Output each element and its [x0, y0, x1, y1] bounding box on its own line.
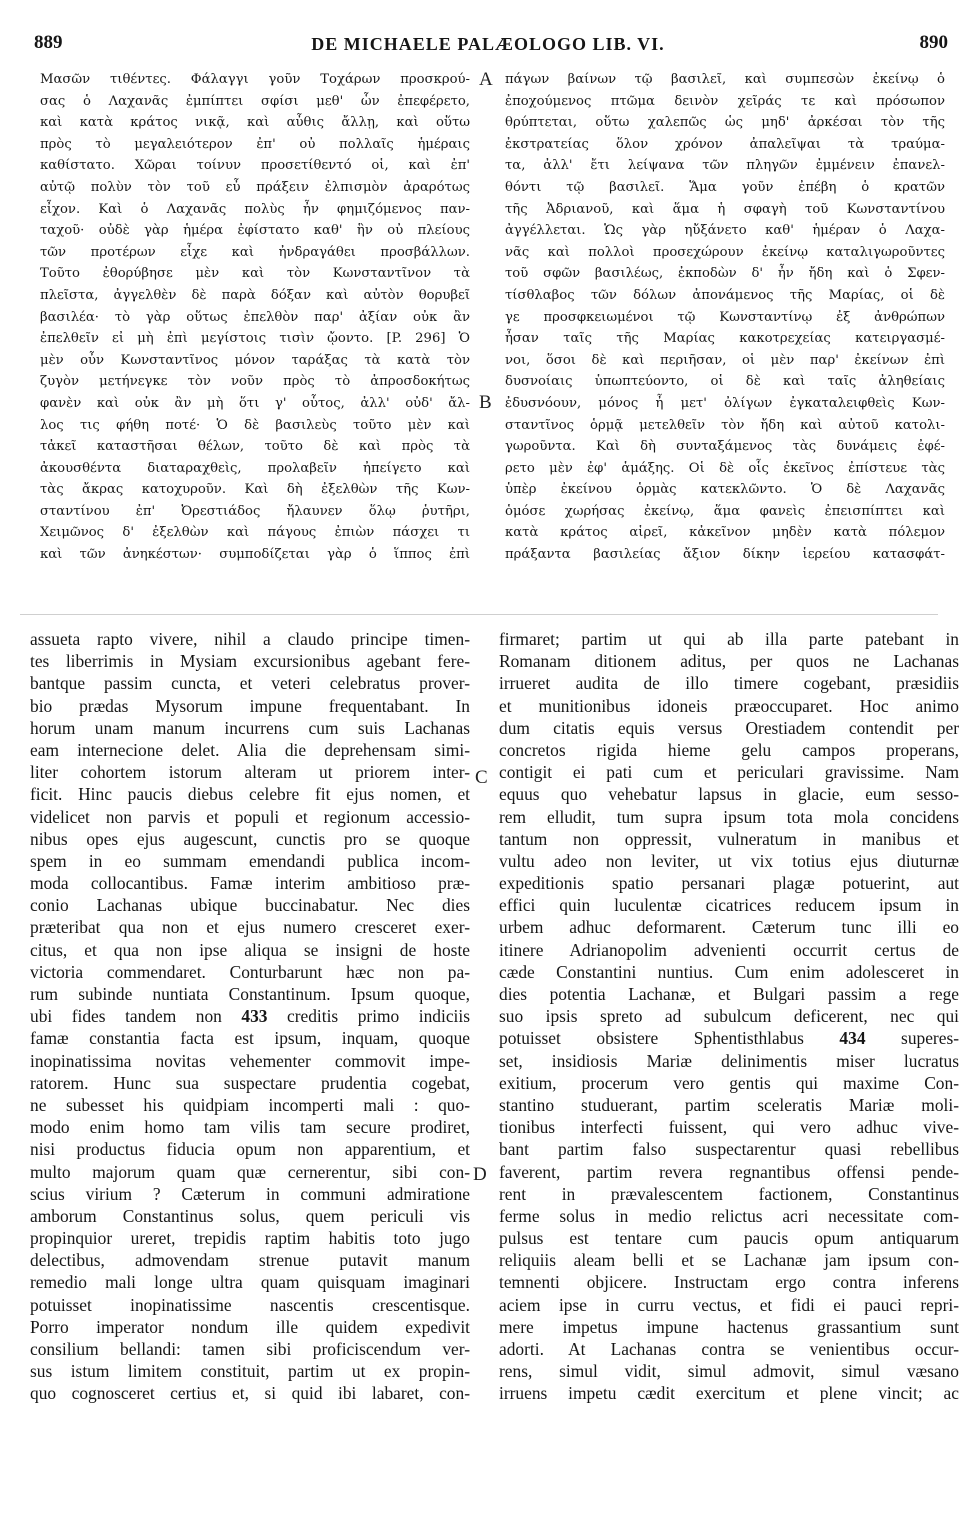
latin-text-line: famæ constantia facta est ipsum, inquam, quoque: [30, 1028, 470, 1049]
greek-text-line: γωροῦντα. Καὶ δὴ συνταξάμενος τὰς δυνάμεις ἐφέ-: [505, 439, 945, 455]
margin-letter-c: C: [475, 767, 488, 788]
latin-text-line: temnenti objicere. Instructam ergo contra inferens: [499, 1272, 959, 1293]
latin-text-line: stantino studuerant, partim sceleratis Mariæ moli-: [499, 1094, 959, 1115]
page-header: [28, 32, 948, 62]
latin-text-line: suo ipsis spreto ad subulcum deficerent, nec qui: [499, 1006, 959, 1027]
greek-text-line: θόντι τῷ βασιλεῖ. Ἅμα γοῦν ἐπέβη ὁ κρατῶν: [505, 179, 945, 195]
page-number-left: 889: [34, 32, 63, 53]
greek-text-line: τἀκεῖ καταστῆσαι θέλων, τοῦτο δὲ καὶ πρὸς τὰ: [40, 439, 470, 455]
greek-text-line: ἀγγέλλεται. Ὡς γὰρ ηὔξάνετο καθ' ἡμέραν ὁ Λαχα-: [505, 223, 945, 239]
latin-text-line: potuisset obsistere Sphentisthlabus 434 superes-: [499, 1028, 959, 1049]
latin-text-line: equus quo vehebatur lapsus in glacie, eum sesso-: [499, 784, 959, 805]
latin-text-line: multo majorum quam quæ cernerentur, sibi con-: [30, 1161, 470, 1182]
latin-text-line: dies potentia Lachanæ, et Bulgari passim a rege: [499, 984, 959, 1004]
latin-column-right: [499, 628, 959, 1405]
latin-text-line: sus istum limitem constituit, partim ut ex propin-: [30, 1361, 470, 1382]
latin-text-line: rens, simul vidit, simul admovit, simul væsano: [499, 1361, 959, 1382]
greek-text-line: φανὲν καὶ οὐκ ἂν μὴ ὅτι γ' οὗτος, ἀλλ' οὐδ' ἄλ-: [40, 395, 470, 411]
greek-text-line: ἐδυσνόουν, μόνος ἦ μετ' ὀλίγων ἐγκαταλειφθεὶς Κων-: [505, 395, 945, 411]
reference-tail: creditis primo indiciis: [267, 1006, 470, 1027]
latin-text-line: Porro imperator nondum ille quidem expedivit: [30, 1316, 470, 1337]
latin-text-line: concretos rigida hieme gelu campos properans,: [499, 739, 959, 760]
greek-text-line: μὲν οὖν Κωνσταντῖνος μόνον ταράξας τὰ κατὰ τὸν: [40, 352, 470, 368]
reference-tail: superes-: [865, 1028, 959, 1049]
greek-text-line: γε προσφκειωμένοι τῷ Κωνσταντίνῳ ἐξ ἀνθρώπων: [505, 309, 945, 325]
greek-text-line: τίσθλαβος τῶν δόλων ἀπονάμενος τῆς Μαρίας, οἱ δὲ: [505, 287, 945, 303]
greek-text-line: αὐτῷ πολὺν τὸν τοῦ εὖ πράξειν ἐλπισμὸν ἀραρότως: [40, 179, 470, 195]
greek-text-line: Χειμῶνος δ' ἐξελθὼν καὶ πάγους ἐπιὼν πάσχει τι: [40, 525, 470, 541]
greek-text-line: ζυγὸν μετήνεγκε τὸν νοῦν πρὸς τὸ ἀπροσδοκήτως: [40, 374, 470, 390]
reference-number: 434: [839, 1028, 866, 1049]
latin-text-line: pulsus est tentare cum paucis opum antiquarum: [499, 1228, 959, 1249]
greek-text-line: τῶν προτέρων εἶχε καὶ ἠνδραγάθει προσβάλλων.: [40, 244, 470, 260]
greek-text-line: τοῦ σφῶν βασιλέως, ἐκποδὼν δ' ἦν ἤδη καὶ ὁ Σφεν-: [505, 266, 945, 282]
margin-letter-a: A: [479, 69, 493, 90]
latin-text-line: aciem ipse in curru vectus, et fidi ei pauci repri-: [499, 1294, 959, 1315]
latin-text-line: videlicet non parvis et populi et regionum accessio-: [30, 806, 470, 827]
latin-text-line: rum subinde nuntiata Constantinum. Ipsum quoque,: [30, 984, 470, 1004]
latin-text-line: ne subesset his quidpiam incomperti mali : quo-: [30, 1094, 470, 1115]
latin-text-line: inopinatissima novitas vehementer commovit impe-: [30, 1050, 470, 1071]
greek-text-line: ἦσαν ταῖς τῆς Μαρίας κακοτρεχείας κατειργασμέ-: [505, 331, 945, 347]
greek-text-line: καὶ κατὰ κράτος νικᾷ, καὶ αὖθις ἄλλῃ, καὶ οὕτω: [40, 115, 470, 131]
greek-text-line: ἐποχούμενος πτῶμα δεινὸν χεῖράς τε καὶ πρόσωπον: [505, 93, 945, 109]
latin-text-line: liter cohortem istorum alteram ut priorem inter-: [30, 762, 470, 783]
latin-text-line: mere impetus impune hactenus grassantium sunt: [499, 1316, 959, 1337]
latin-text-line: itinere Adrianopolim advenienti occurrit certus de: [499, 939, 959, 960]
greek-text-line: πάγων βαίνων τῷ βασιλεῖ, καὶ συμπεσὼν ἐκείνῳ ὁ: [505, 72, 945, 87]
greek-text-line: σταντῖνος ὁρμᾷ μετελθεῖν τὸν ἤδη καὶ αὐτοῦ κατολι-: [505, 417, 945, 433]
latin-text-line: nibus opes ejus augescunt, cunctis pro se quoque: [30, 828, 470, 849]
greek-text-line: ἀκουσθέντα διαταραχθεὶς, προλαβεῖν ἠπείγετο καὶ: [40, 460, 470, 476]
latin-text-line: set, insidiosis Mariæ delinimentis miser lucratus: [499, 1050, 959, 1071]
latin-text-line: reliquiis aleam belli et se Lachanæ jam ipsum con-: [499, 1250, 959, 1271]
greek-text-line: ἐκστρατείας ὅλον χρόνον ἀπαλεῖψαι τὰ τραύμα-: [505, 136, 945, 152]
greek-text-line: ἐπελθεῖν εἰ μὴ ἐπὶ μεγίστοις τισὶν ᾤοντο. [P. 296] Ὁ: [40, 331, 470, 347]
latin-text-line: ubi fides tandem non 433 creditis primo indiciis: [30, 1006, 470, 1027]
greek-text-line: σταντίνου ἐπ' Ὀρεστιάδος ἤλαυνεν ὅλῳ ῥυτῆρι,: [40, 503, 470, 519]
latin-text-line: expeditionis spatio persanari plagæ potuerint, aut: [499, 873, 959, 894]
latin-text-line: Romanam ditionem aditus, per quos ne Lachanas: [499, 651, 959, 672]
latin-text-line: contigit ei pati cum et periculari gravissime. Nam: [499, 762, 959, 783]
latin-text-line: tes liberrimis in Mysiam excursionibus agebant fere-: [30, 651, 470, 672]
latin-text-line: consilium bellandi: tamen sibi proficiscendum ver-: [30, 1339, 470, 1359]
latin-text-block: [30, 628, 959, 1498]
greek-text-line: ὁμόσε χωρήσας ἐκείνῳ, ἅμα φανεὶς ἐπεισπίπτει καὶ: [505, 503, 945, 519]
greek-column-left: [40, 69, 470, 566]
latin-text-line: urbem adhuc deformarent. Cæterum tunc illi eo: [499, 917, 959, 938]
greek-text-line: νᾶς καὶ πολλοὶ προσεχώρουν ἐκείνῳ καταλιγωροῦντες: [505, 244, 945, 260]
latin-text-line: cæde Constantini nuntius. Cum enim adolesceret in: [499, 961, 959, 982]
latin-text-line: assueta rapto vivere, nihil a claudo principe timen-: [30, 629, 470, 649]
latin-text-line: moda collocantibus. Famæ interim ambitioso præ-: [30, 873, 470, 894]
latin-text-line: effici quin luculentæ cicatrices reducem ipsum in: [499, 895, 959, 916]
latin-text-line: ficit. Hinc paucis diebus celebre fit ejus nomen, et: [30, 784, 470, 805]
latin-text-line: rent in prævalescentem factionem, Constantinus: [499, 1183, 959, 1204]
greek-text-block: [30, 69, 945, 609]
latin-text-line: rem elludit, tum supra ipsum tota mola concidens: [499, 806, 959, 827]
latin-text-line: scius virium ? Cæterum in communi admiratione: [30, 1183, 470, 1204]
latin-text-line: ferme solus in medio relictus acri necessitate com-: [499, 1205, 959, 1226]
greek-text-line: ὑπὲρ ἐκείνου ὁρμὰς κατεκλῶντο. Ὁ δὲ Λαχανᾶς: [505, 482, 945, 498]
latin-text-line: amborum Constantinus solus, quem periculi vis: [30, 1205, 470, 1226]
latin-text-line: delectibus, admovendam strenue putavit manum: [30, 1250, 470, 1271]
latin-text-line: ratorem. Hunc sua suspectare prudentia cogebat,: [30, 1072, 470, 1093]
margin-letter-d: D: [473, 1164, 487, 1185]
latin-text-line: conio Lachanas ubique buccinabatur. Nec dies: [30, 895, 470, 916]
latin-text-line: spem in eo summam emendandi publica incom-: [30, 850, 470, 871]
latin-text-line: bio prædas Mysorum impune frequentabant. In: [30, 695, 470, 716]
section-divider: [20, 614, 938, 615]
greek-text-line: ρετο μὲν ἐφ' ἁμάξης. Οἱ δὲ οἷς ἐκεῖνος ἐπίστευε τὰς: [505, 460, 945, 476]
greek-text-line: δυσνοίαις ὑπωπτεύοντο, οἱ δὲ καὶ ταῖς ἀληθείαις: [505, 374, 945, 390]
greek-text-line: λος τις φήθη ποτέ· Ὁ δὲ βασιλεὺς τοῦτο μὲν καὶ: [40, 417, 470, 433]
greek-text-line: σας ὁ Λαχανᾶς ἐμπίπτει σφίσι μεθ' ὧν ἐπεφέρετο,: [40, 93, 470, 109]
reference-number: 433: [241, 1006, 268, 1027]
latin-text-line: nisi productus fiducia opum non apparentium, et: [30, 1139, 470, 1160]
latin-text-line: remedio mali longe ultra quam quisquam imaginari: [30, 1272, 470, 1293]
running-title: DE MICHAELE PALÆOLOGO LIB. VI.: [311, 34, 665, 54]
greek-text-line: Μασῶν τιθέντες. Φάλαγγι γοῦν Τοχάρων προσκρού-: [40, 72, 470, 87]
greek-column-right: [505, 69, 945, 566]
latin-text-line: quo cognosceret certius et, si quid ibi labaret, con-: [30, 1383, 470, 1404]
latin-text-line: modo enim homo tam vilis tam secure prodiret,: [30, 1117, 470, 1138]
latin-text-line: faverent, partim revera regnantibus offensi pende-: [499, 1161, 959, 1182]
latin-text-line: irrueret audita de illo timere cogebant, præsidiis: [499, 673, 959, 694]
greek-text-line: τῆς Ἀδριανοῦ, καὶ ἅμα ἡ σφαγὴ τοῦ Κωνσταντίνου: [505, 201, 945, 217]
latin-text-line: citus, et qua non ipse aliqua se insigni de hoste: [30, 939, 470, 960]
latin-text-line: præteribat qua non et ejus numero cresceret exer-: [30, 917, 470, 938]
margin-letter-b: B: [479, 392, 492, 413]
latin-text-line: propinquior ureret, trepidis raptim habitis toto jugo: [30, 1228, 470, 1249]
greek-text-line: βασιλέα· τὸ γὰρ οὕτως ἐπελθὸν παρ' ἀξίαν οὐκ ἂν: [40, 309, 470, 325]
greek-text-line: θρύπτεται, οὕτω χαλεπῶς ὡς μηδ' ἀρκέσαι τὸν τῆς: [505, 115, 945, 131]
latin-text-line: vultu adeo non leviter, ut vix totius ejus diuturnæ: [499, 850, 959, 871]
latin-text-line: eam internecione delet. Alia die deprehensam simi-: [30, 739, 470, 760]
latin-text-line: tantum non oppressit, vulneratum in manibus et: [499, 828, 959, 849]
page-number-right: 890: [919, 32, 948, 53]
greek-text-line: τα, ἀλλ' ἔτι λείψανα τῶν πληγῶν ἐμμένειν ἐπανελ-: [505, 158, 945, 174]
greek-text-line: ταχοῦ· οὐδὲ γὰρ ἡμέρα ἐφίστατο καθ' ἣν οὐ πλείους: [40, 223, 470, 239]
greek-text-line: πρὸς τὸ μεγαλειότερον ἐπ' οὐ πολλαῖς ἡμέραις: [40, 136, 470, 152]
latin-text-line: potuisset inopinatissime nascentis crescentisque.: [30, 1294, 470, 1315]
latin-text-line: irruens impetu cædit exercitum et plene vincit; ac: [499, 1383, 959, 1404]
greek-text-line: καθίστατο. Χῶραι τοίνυν προσετίθεντό οἱ, καὶ ἐπ': [40, 158, 470, 174]
greek-text-line: πράξαντα βασιλείας ἄξιον δίκην ἱερείου κατασφάτ-: [505, 547, 945, 563]
latin-text-line: bant partim falso suspectarentur quasi rebellibus: [499, 1139, 959, 1160]
latin-text-line: tionibus interfecti fuissent, qui vero adhuc vive-: [499, 1117, 959, 1138]
greek-text-line: Τοῦτο ἐθορύβησε μὲν καὶ τὸν Κωνσταντῖνον τὰ: [40, 266, 470, 282]
latin-text-line: bantque passim cuncta, et veteri celebratus prover-: [30, 673, 470, 694]
latin-text-line: exitium, procerum vero gentis qui maxime Con-: [499, 1072, 959, 1093]
latin-column-left: [30, 628, 470, 1405]
greek-text-line: τὰς ἄκρας κατοχυροῦν. Καὶ δὴ ἐξελθὼν τῆς Κων-: [40, 482, 470, 498]
latin-text-line: dum citatis equis versus Orestiadem contendit per: [499, 717, 959, 738]
greek-text-line: πλεῖστα, ἀγγελθὲν δὲ παρὰ δόξαν καὶ αὐτὸν θορυβεῖ: [40, 287, 470, 303]
greek-text-line: νοι, ὅσοι δὲ καὶ περιῆσαν, οἱ μὲν παρ' ἐκείνων ἐπὶ: [505, 352, 945, 368]
greek-text-line: καὶ τῶν ἀνηκέστων· συμποδίζεται γὰρ ὁ ἵππος ἐπὶ: [40, 547, 470, 563]
latin-text-line: adorti. At Lachanas contra se venientibus occur-: [499, 1339, 959, 1359]
latin-text-line: et munitionibus idoneis præoccuparet. Hoc animo: [499, 695, 959, 716]
latin-text-line: horum unam manum incurrens cum suis Lachanas: [30, 717, 470, 738]
greek-text-line: εἶχον. Καὶ ὁ Λαχανᾶς πολὺς ἦν φημιζόμενος παν-: [40, 201, 470, 217]
greek-text-line: κατὰ κράτος αἱρεῖ, κἀκεῖνον μηδὲν κατὰ πόλεμον: [505, 525, 945, 541]
latin-text-line: firmaret; partim ut qui ab illa parte patebant in: [499, 629, 959, 649]
latin-text-line: victoria commendaret. Conturbarunt hæc non pa-: [30, 961, 470, 982]
